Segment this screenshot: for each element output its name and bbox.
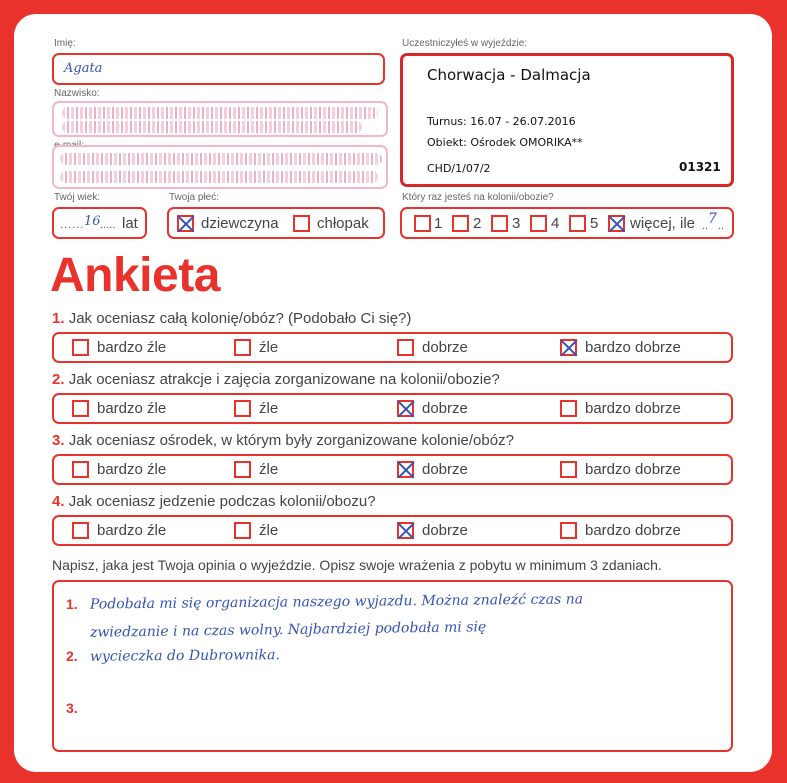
opinion-handwritten-line: Podobała mi się organizacja naszego wyjazdu. Można znaleźć czas na — [89, 591, 584, 613]
question-4-checkbox[interactable] — [72, 522, 89, 539]
times-more-value: 7 — [708, 211, 717, 227]
question-2-checkbox[interactable] — [234, 400, 251, 417]
question-2-option-label: bardzo źle — [97, 400, 167, 417]
question-4-option-label: bardzo źle — [97, 522, 167, 539]
times-label-5: 5 — [590, 215, 599, 232]
times-checkbox-5[interactable] — [569, 215, 586, 232]
question-2-checkbox[interactable] — [397, 400, 414, 417]
times-checkbox-4[interactable] — [530, 215, 547, 232]
question-3-checkbox[interactable] — [72, 461, 89, 478]
email-redacted — [60, 153, 382, 165]
question-4-option-label: dobrze — [422, 522, 468, 539]
question-3-option-label: bardzo dobrze — [585, 461, 681, 478]
age-label: Twój wiek: — [54, 192, 101, 203]
age-dots: ...... — [60, 219, 85, 231]
question-2-checkbox[interactable] — [560, 400, 577, 417]
question-1-checkbox[interactable] — [72, 339, 89, 356]
camp-name: Chorwacja - Dalmacja — [427, 66, 591, 84]
opinion-handwritten-line: wycieczka do Dubrownika. — [89, 647, 280, 665]
question-2-option-label: dobrze — [422, 400, 468, 417]
question-4-option-label: źle — [259, 522, 279, 539]
gender-field — [167, 207, 385, 239]
name-label: Imię: — [54, 38, 76, 49]
question-4-checkbox[interactable] — [560, 522, 577, 539]
question-1-option-label: dobrze — [422, 339, 468, 356]
question-label: Jak oceniasz całą kolonię/obóz? (Podobało Ci się?) — [68, 310, 412, 327]
question-3-text — [52, 432, 514, 449]
times-label-1: 1 — [434, 215, 443, 232]
question-label: Jak oceniasz jedzenie podczas kolonii/obozu? — [68, 493, 376, 510]
question-1-checkbox[interactable] — [397, 339, 414, 356]
trip-box — [400, 53, 734, 187]
question-1-option-label: bardzo dobrze — [585, 339, 681, 356]
question-3-checkbox[interactable] — [397, 461, 414, 478]
question-4-checkbox[interactable] — [234, 522, 251, 539]
question-number: 2. — [52, 371, 65, 388]
times-checkbox-1[interactable] — [414, 215, 431, 232]
question-2-option-label: źle — [259, 400, 279, 417]
times-field — [400, 207, 734, 239]
age-value: 16 — [84, 214, 101, 229]
gender-girl-checkbox[interactable] — [177, 215, 194, 232]
opinion-handwritten-line: zwiedzanie i na czas wolny. Najbardziej podobała mi się — [89, 619, 487, 641]
name-field[interactable] — [52, 53, 385, 85]
question-3-checkbox[interactable] — [560, 461, 577, 478]
question-3-option-label: źle — [259, 461, 279, 478]
question-2-text — [52, 371, 500, 388]
question-1-option-label: źle — [259, 339, 279, 356]
question-3-checkbox[interactable] — [234, 461, 251, 478]
camp-code: CHD/1/07/2 — [427, 162, 491, 175]
question-2-option-label: bardzo dobrze — [585, 400, 681, 417]
question-number: 4. — [52, 493, 65, 510]
gender-boy-checkbox[interactable] — [293, 215, 310, 232]
surname-redacted — [62, 107, 378, 119]
email-field[interactable] — [52, 145, 388, 189]
survey-title: Ankieta — [50, 249, 220, 302]
camp-turnus: Turnus: 16.07 - 26.07.2016 — [427, 115, 576, 128]
camp-number: 01321 — [679, 160, 721, 174]
gender-label: Twoja płeć: — [169, 192, 220, 203]
email-redacted — [60, 171, 378, 183]
surname-redacted — [62, 121, 362, 133]
question-number: 1. — [52, 310, 65, 327]
opinion-prompt: Napisz, jaka jest Twoja opinia o wyjeździe. Opisz swoje wrażenia z pobytu w minimum 3 zdaniach. — [52, 557, 662, 573]
times-label-4: 4 — [551, 215, 560, 232]
question-2-checkbox[interactable] — [72, 400, 89, 417]
times-checkbox-3[interactable] — [491, 215, 508, 232]
question-4-text — [52, 493, 376, 510]
age-field[interactable] — [52, 207, 147, 239]
gender-girl-label: dziewczyna — [201, 215, 279, 232]
question-4-checkbox[interactable] — [397, 522, 414, 539]
question-3-option-label: dobrze — [422, 461, 468, 478]
question-3-option-label: bardzo źle — [97, 461, 167, 478]
question-label: Jak oceniasz atrakcje i zajęcia zorganizowane na kolonii/obozie? — [68, 371, 500, 388]
gender-boy-label: chłopak — [317, 215, 369, 232]
opinion-line-number-3: 3. — [66, 700, 78, 716]
question-4-option-label: bardzo dobrze — [585, 522, 681, 539]
question-1-text — [52, 310, 411, 327]
times-more-dots: .. — [718, 220, 725, 232]
times-more-dots: .. — [702, 220, 709, 232]
surname-field[interactable] — [52, 101, 388, 137]
times-more-label: więcej, ile — [630, 215, 696, 232]
age-dots: ..... — [100, 219, 116, 231]
question-1-option-label: bardzo źle — [97, 339, 167, 356]
camp-obiekt: Obiekt: Ośrodek OMORIKA** — [427, 136, 583, 149]
name-value: Agata — [64, 61, 103, 76]
times-label-2: 2 — [473, 215, 482, 232]
times-label: Który raz jesteś na kolonii/obozie? — [402, 192, 554, 203]
opinion-line-number-2: 2. — [66, 648, 78, 664]
question-label: Jak oceniasz ośrodek, w którym były zorganizowane kolonie/obóz? — [68, 432, 514, 449]
trip-label: Uczestniczyłeś w wyjeździe: — [402, 38, 528, 49]
question-1-checkbox[interactable] — [234, 339, 251, 356]
age-unit: lat — [122, 215, 138, 232]
surname-label: Nazwisko: — [54, 88, 100, 99]
times-label-3: 3 — [512, 215, 521, 232]
times-checkbox-2[interactable] — [452, 215, 469, 232]
question-number: 3. — [52, 432, 65, 449]
opinion-line-number-1: 1. — [66, 596, 78, 612]
question-1-checkbox[interactable] — [560, 339, 577, 356]
times-checkbox-more[interactable] — [608, 215, 625, 232]
